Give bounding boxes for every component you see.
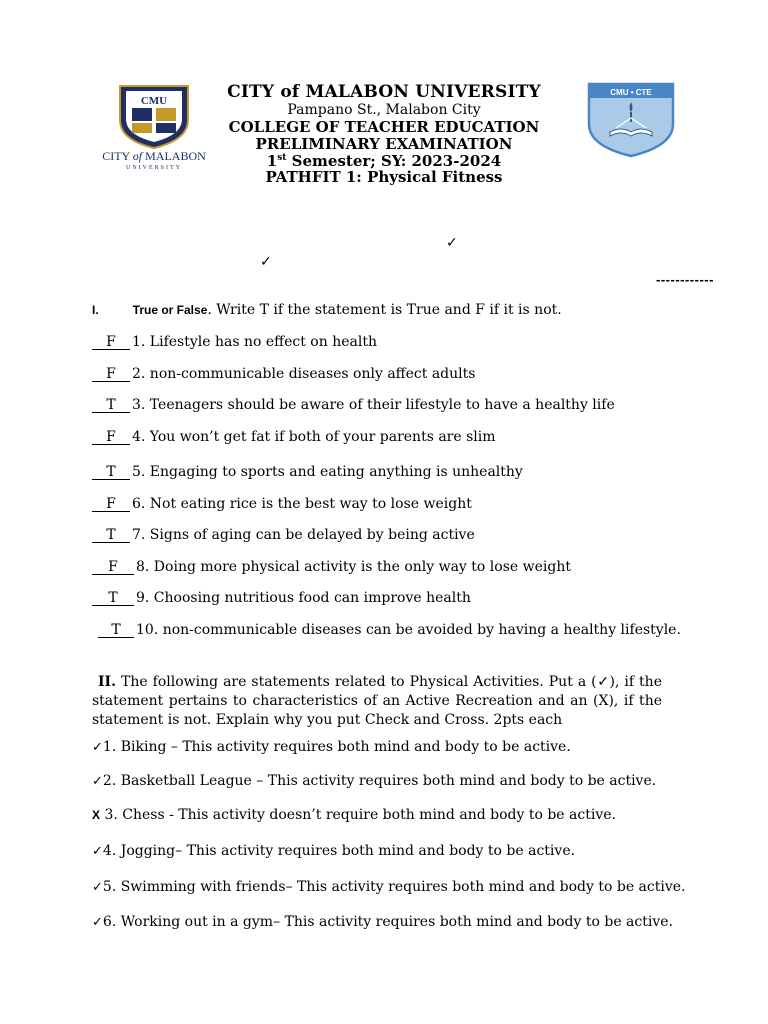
activity-item: ✓6. Working out in a gym– This activity requires both mind and body to be active.	[92, 914, 673, 930]
activity-item: ✓4. Jogging– This activity requires both mind and body to be active.	[92, 843, 576, 859]
true-false-item: T 7. Signs of aging can be delayed by being active	[92, 527, 475, 543]
activity-item: ✓1. Biking – This activity requires both mind and body to be active.	[92, 739, 571, 755]
activity-item: ✓2. Basketball League – This activity requires both mind and body to be active.	[92, 773, 657, 789]
cmu-cte-logo	[586, 82, 676, 158]
true-false-item: T 3. Teenagers should be aware of their lifestyle to have a healthy life	[92, 397, 615, 413]
section-1-title: I. True or False. Write T if the statement is True and F if it is not.	[92, 302, 562, 318]
university-name: CITY of MALABON UNIVERSITY	[227, 82, 541, 102]
true-false-item: T 10. non-communicable diseases can be avoided by having a healthy lifestyle.	[92, 622, 681, 638]
college-name: COLLEGE OF TEACHER EDUCATION	[228, 118, 540, 136]
svg-text:CITY of MALABON: CITY of MALABON	[102, 149, 206, 163]
svg-text:UNIVERSITY: UNIVERSITY	[126, 165, 182, 171]
university-address: Pampano St., Malabon City	[287, 102, 481, 118]
true-false-item: T 9. Choosing nutritious food can improve health	[92, 590, 471, 606]
activity-item: X 3. Chess - This activity doesn’t require both mind and body to be active.	[92, 807, 616, 823]
check-mark: ✓	[446, 235, 458, 251]
true-false-item: F 6. Not eating rice is the best way to lose weight	[92, 496, 472, 512]
check-mark: ✓	[260, 254, 272, 270]
semester-line: 1st Semester; SY: 2023-2024	[266, 152, 502, 170]
svg-text:CMU: CMU	[140, 95, 168, 107]
cmu-university-logo	[84, 82, 224, 174]
activity-item: ✓5. Swimming with friends– This activity requires both mind and body to be active.	[92, 879, 686, 895]
dashed-line: ------------	[656, 272, 714, 287]
section-2-instructions: II. The following are statements related to Physical Activities. Put a (✓), if the statement pertains to characteristics of an Active Recreation and an (X), if the statement is not. Explain why you put Check and Cross. 2pts each	[92, 674, 662, 728]
true-false-item: T 5. Engaging to sports and eating anything is unhealthy	[92, 464, 523, 480]
true-false-item: F 2. non-communicable diseases only affect adults	[92, 366, 475, 382]
true-false-item: F 1. Lifestyle has no effect on health	[92, 334, 377, 350]
course-title: PATHFIT 1: Physical Fitness	[265, 168, 503, 186]
exam-title: PRELIMINARY EXAMINATION	[255, 135, 513, 153]
svg-text:CMU • CTE: CMU • CTE	[610, 88, 652, 97]
true-false-item: F 4. You won’t get fat if both of your parents are slim	[92, 429, 496, 445]
true-false-item: F 8. Doing more physical activity is the only way to lose weight	[92, 559, 571, 575]
